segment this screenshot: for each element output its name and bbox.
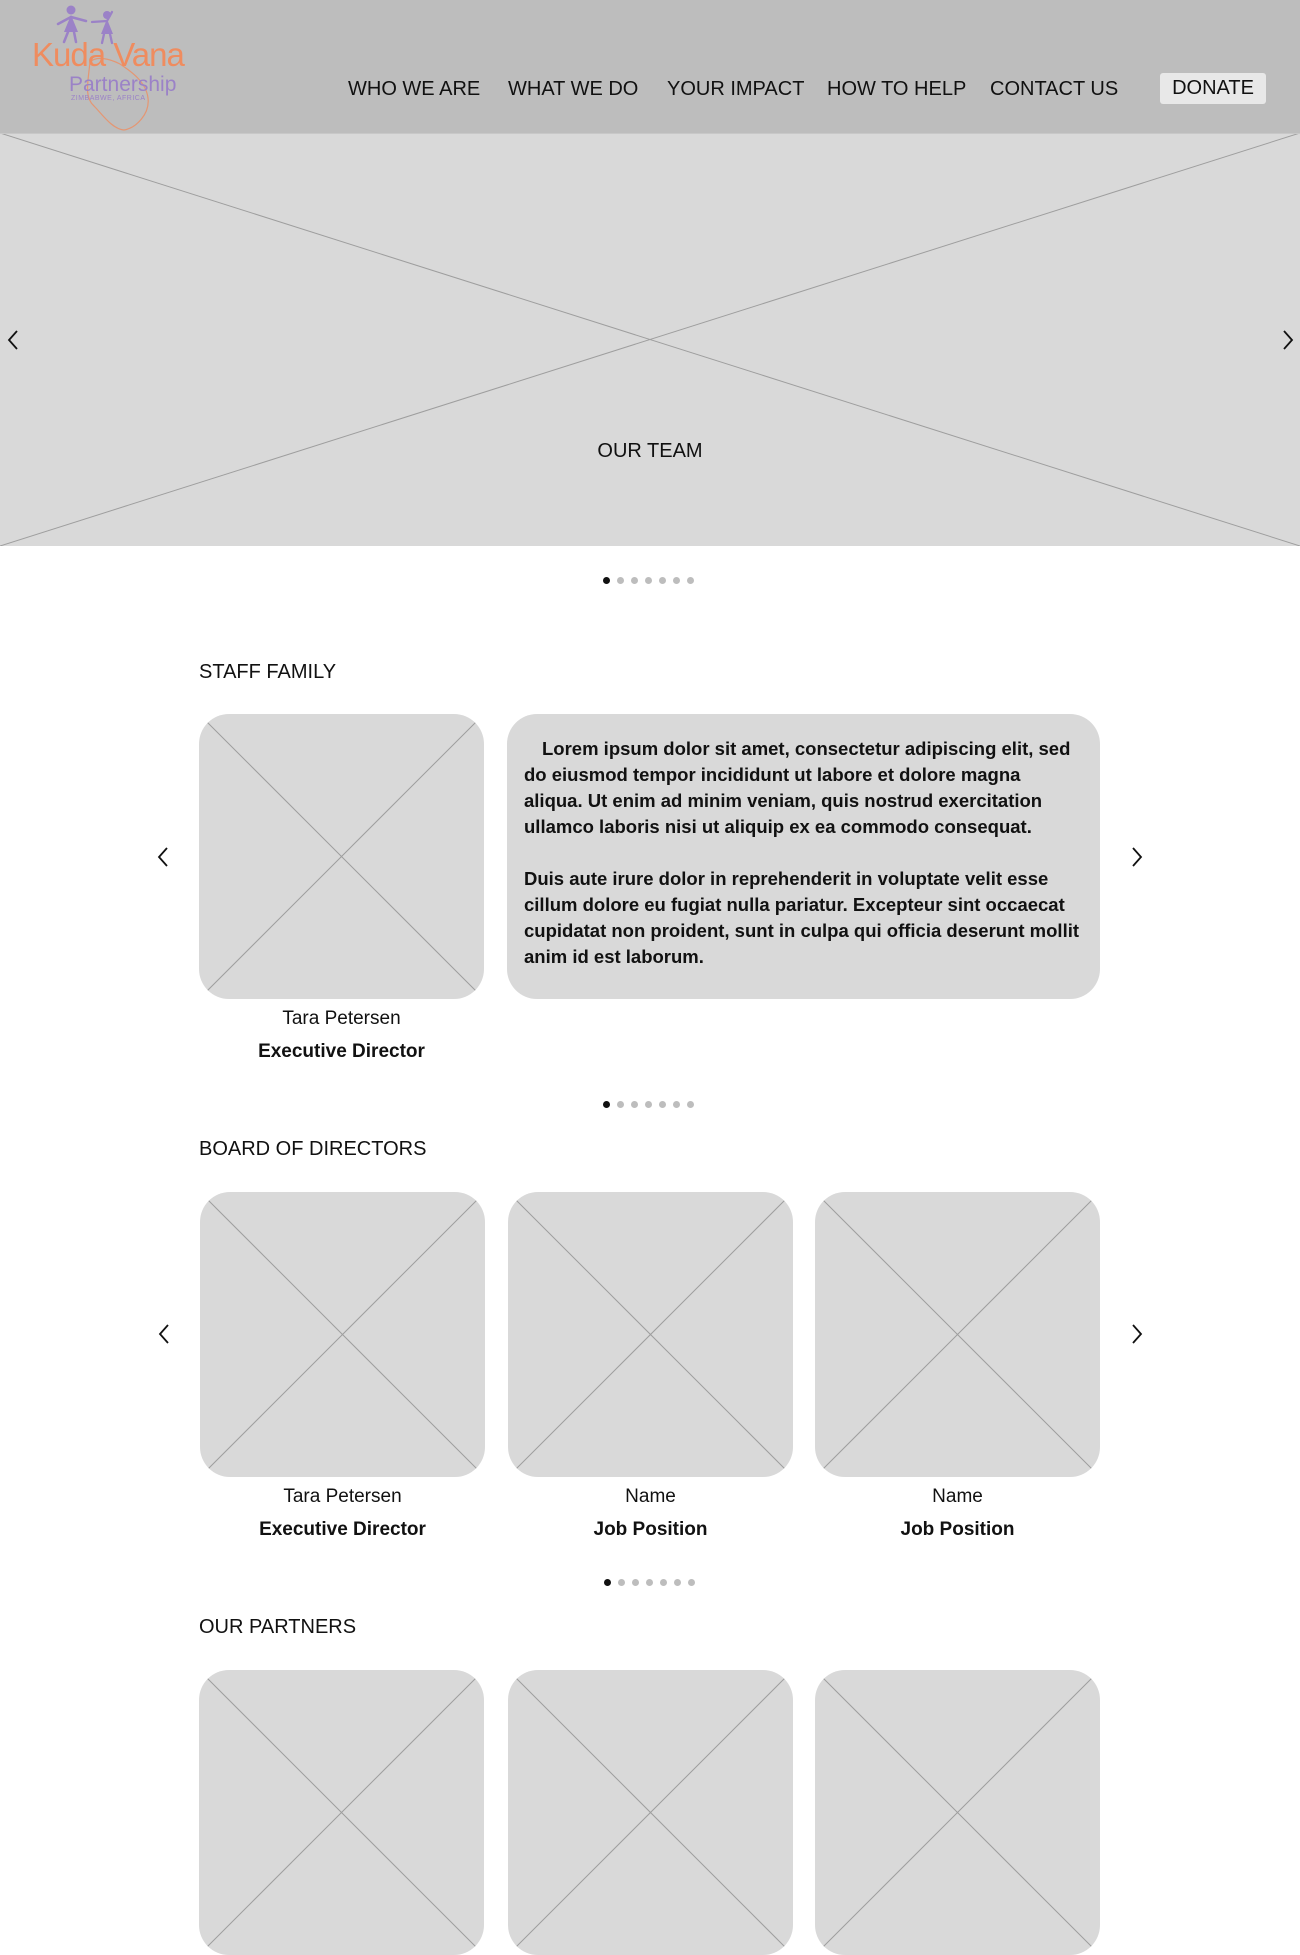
bio-paragraph: Duis aute irure dolor in reprehenderit in voluptate velit esse cillum dolore eu fugiat nulla pariatur. Excepteur sint occaecat cupidatat non proident, sunt in culpa qui officia deserunt mollit anim id est laborum.	[524, 868, 1080, 967]
pagination-dot[interactable]	[673, 1101, 680, 1108]
image-placeholder-icon	[508, 1670, 793, 1955]
pagination-dot[interactable]	[659, 1101, 666, 1108]
donate-button[interactable]: DONATE	[1160, 73, 1266, 104]
pagination-dot[interactable]	[674, 1579, 681, 1586]
nav-contact-us[interactable]: CONTACT US	[990, 78, 1119, 100]
board-member-name: Name	[625, 1486, 676, 1507]
staff-bio-card	[507, 714, 1100, 999]
pagination-dot[interactable]	[632, 1579, 639, 1586]
partner-logo	[508, 1670, 793, 1955]
pagination-dot[interactable]	[687, 577, 694, 584]
logo-subtitle: Partnership	[69, 73, 177, 96]
pagination-dot[interactable]	[646, 1579, 653, 1586]
board-member-role: Job Position	[900, 1519, 1015, 1540]
logo-tagline: ZIMBABWE, AFRICA	[71, 95, 146, 102]
staff-bio	[524, 736, 1084, 996]
hero-image-placeholder	[0, 133, 1300, 546]
chevron-right-icon	[1124, 1322, 1148, 1346]
image-placeholder-icon	[200, 1192, 485, 1477]
pagination-dot[interactable]	[631, 1101, 638, 1108]
pagination-dot[interactable]	[659, 577, 666, 584]
nav-your-impact[interactable]: YOUR IMPACT	[667, 78, 805, 100]
image-placeholder-icon	[199, 1670, 484, 1955]
staff-section-title: STAFF FAMILY	[199, 661, 337, 683]
pagination-dot[interactable]	[603, 577, 610, 584]
board-next-arrow[interactable]	[1124, 1322, 1148, 1346]
pagination-dot[interactable]	[617, 1101, 624, 1108]
staff-name: Tara Petersen	[282, 1008, 401, 1029]
site-logo[interactable]	[28, 2, 184, 132]
hero-prev-arrow[interactable]	[2, 328, 26, 352]
staff-pagination	[599, 1101, 697, 1111]
pagination-dot[interactable]	[618, 1579, 625, 1586]
board-pagination	[600, 1579, 698, 1589]
pagination-dot[interactable]	[645, 1101, 652, 1108]
chevron-left-icon	[2, 328, 26, 352]
image-placeholder-icon	[199, 714, 484, 999]
board-member-role: Executive Director	[259, 1519, 426, 1540]
nav-who-we-are[interactable]: WHO WE ARE	[348, 78, 481, 100]
pagination-dot[interactable]	[645, 577, 652, 584]
hero-pagination	[599, 577, 697, 587]
board-prev-arrow[interactable]	[153, 1322, 177, 1346]
chevron-right-icon	[1275, 328, 1299, 352]
chevron-right-icon	[1124, 845, 1148, 869]
logo-name: Kuda Vana	[32, 36, 184, 73]
staff-prev-arrow[interactable]	[152, 845, 176, 869]
board-member-name: Tara Petersen	[283, 1486, 402, 1507]
chevron-left-icon	[153, 1322, 177, 1346]
staff-photo	[199, 714, 484, 999]
board-section-title: BOARD OF DIRECTORS	[199, 1138, 427, 1160]
hero-next-arrow[interactable]	[1275, 328, 1299, 352]
image-placeholder-icon	[815, 1670, 1100, 1955]
nav-what-we-do[interactable]: WHAT WE DO	[508, 78, 639, 100]
pagination-dot[interactable]	[673, 577, 680, 584]
board-member-photo	[815, 1192, 1100, 1477]
partner-logo	[199, 1670, 484, 1955]
pagination-dot[interactable]	[604, 1579, 611, 1586]
board-member-name: Name	[932, 1486, 983, 1507]
chevron-left-icon	[152, 845, 176, 869]
image-placeholder-icon	[815, 1192, 1100, 1477]
staff-next-arrow[interactable]	[1124, 845, 1148, 869]
pagination-dot[interactable]	[617, 577, 624, 584]
nav-how-to-help[interactable]: HOW TO HELP	[827, 78, 967, 100]
bio-paragraph: Lorem ipsum dolor sit amet, consectetur adipiscing elit, sed do eiusmod tempor incididunt ut labore et dolore magna aliqua. Ut enim ad minim veniam, quis nostrud exercitation ullamco laboris nisi ut aliquip ex ea commodo consequat.	[524, 738, 1071, 837]
board-member-role: Job Position	[593, 1519, 708, 1540]
pagination-dot[interactable]	[631, 577, 638, 584]
partner-logo	[815, 1670, 1100, 1955]
hero-banner	[0, 133, 1300, 546]
pagination-dot[interactable]	[603, 1101, 610, 1108]
pagination-dot[interactable]	[688, 1579, 695, 1586]
site-header	[0, 0, 1300, 133]
board-member-photo	[200, 1192, 485, 1477]
hero-title: OUR TEAM	[597, 440, 703, 462]
board-member-photo	[508, 1192, 793, 1477]
image-placeholder-icon	[508, 1192, 793, 1477]
staff-role: Executive Director	[258, 1041, 425, 1062]
pagination-dot[interactable]	[687, 1101, 694, 1108]
pagination-dot[interactable]	[660, 1579, 667, 1586]
partners-section-title: OUR PARTNERS	[199, 1616, 357, 1638]
